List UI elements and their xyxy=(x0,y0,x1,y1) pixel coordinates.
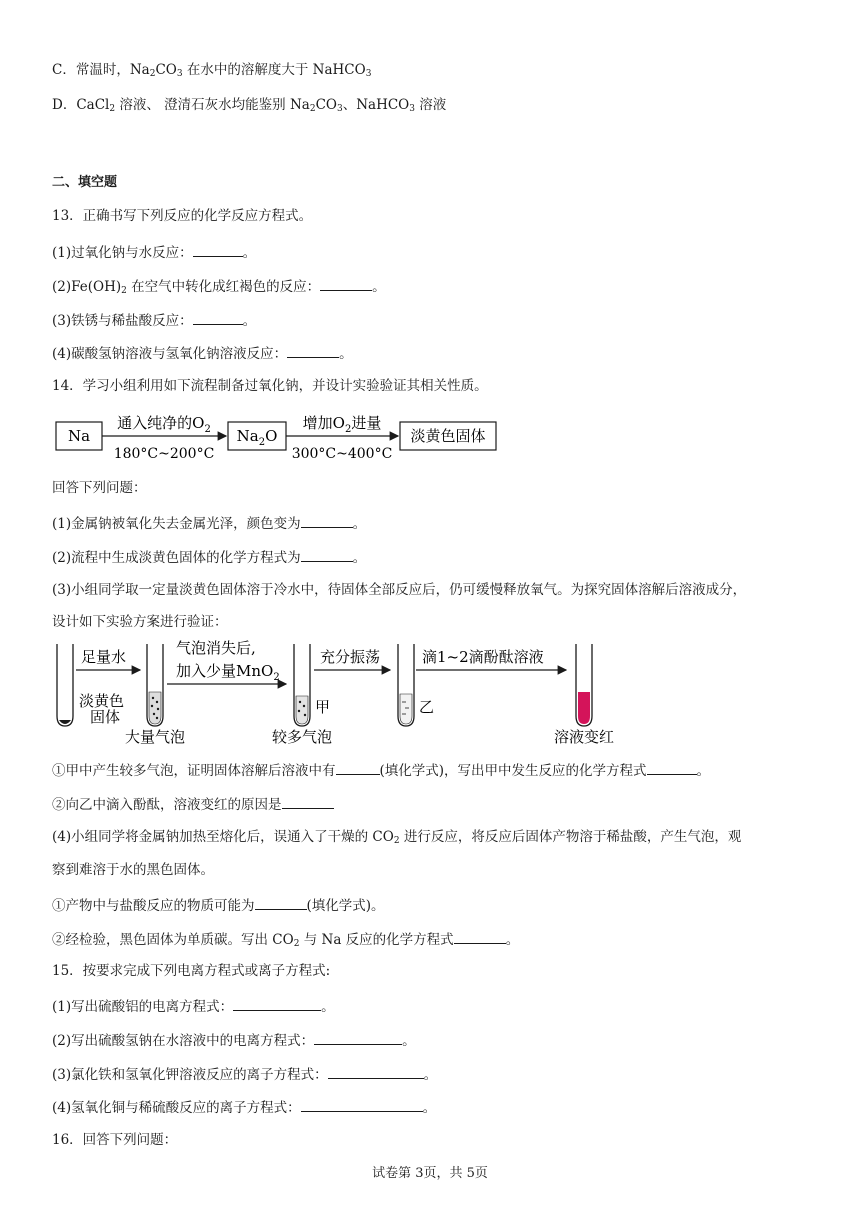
q14-answer-prompt: 回答下列问题： xyxy=(52,480,147,496)
section-title: 二、填空题 xyxy=(52,175,118,190)
label-solid-line2: 固体 xyxy=(90,708,121,726)
q15-part1: (1)写出硫酸铝的电离方程式： 。 xyxy=(52,996,335,1016)
red-solution xyxy=(578,692,590,724)
answer-blank[interactable] xyxy=(454,929,506,944)
step2-line2: 加入少量MnO$_2$ xyxy=(176,662,280,683)
step2-line1: 气泡消失后, xyxy=(176,639,256,657)
q14-stem: 14．学习小组利用如下流程制备过氧化钠，并设计实验验证其相关性质。 xyxy=(52,378,488,394)
answer-blank[interactable] xyxy=(336,760,380,775)
answer-blank[interactable] xyxy=(233,996,321,1011)
page-footer: 试卷第 3页，共 5页 xyxy=(372,1166,488,1181)
answer-blank[interactable] xyxy=(301,513,353,528)
step3-label: 充分振荡 xyxy=(320,648,381,666)
preparation-flow-diagram xyxy=(50,408,510,468)
step4-label: 滴1~2滴酚酞溶液 xyxy=(422,648,544,666)
test-tube-1 xyxy=(57,644,73,726)
answer-blank[interactable] xyxy=(314,1030,402,1045)
option-d: D．CaCl$_2$ 溶液、 澄清石灰水均能鉴别 $Na_2CO_3$、NaHCO$_3$ 溶液 xyxy=(52,97,447,114)
q13-part1: (1)过氧化钠与水反应： 。 xyxy=(52,242,256,262)
q15-part3: (3)氯化铁和氢氧化钾溶液反应的离子方程式： 。 xyxy=(52,1064,437,1084)
q14-part4-line2: 察到难溶于水的黑色固体。 xyxy=(52,862,214,878)
answer-blank[interactable] xyxy=(301,547,353,562)
q16-stem: 16．回答下列问题： xyxy=(52,1132,178,1148)
experiment-diagram xyxy=(50,636,640,750)
flow-arrow-2-bottom: 300°C~400°C xyxy=(291,446,393,462)
test-tube-yi xyxy=(398,644,414,726)
q13-part4: (4)碳酸氢钠溶液与氢氧化钠溶液反应： 。 xyxy=(52,343,353,363)
label-yi: 乙 xyxy=(419,698,435,716)
label-jia: 甲 xyxy=(315,698,331,716)
answer-blank[interactable] xyxy=(647,760,697,775)
q14-sub3: ①产物中与盐酸反应的物质可能为 (填化学式)。 xyxy=(52,895,385,915)
q13-stem: 13．正确书写下列反应的化学反应方程式。 xyxy=(52,208,313,224)
answer-blank[interactable] xyxy=(193,310,243,325)
answer-blank[interactable] xyxy=(282,794,334,809)
q14-part1: (1)金属钠被氧化失去金属光泽，颜色变为 。 xyxy=(52,513,366,533)
answer-blank[interactable] xyxy=(193,242,243,257)
test-tube-2 xyxy=(147,644,163,726)
q14-part3-line1: (3)小组同学取一定量淡黄色固体溶于冷水中，待固体全部反应后，仍可缓慢释放氧气。为探究固体溶解后溶液成分， xyxy=(52,582,747,598)
flow-box-na2o-label: $Na_2O$ xyxy=(236,427,278,448)
q15-part2: (2)写出硫酸氢钠在水溶液中的电离方程式： 。 xyxy=(52,1030,416,1050)
flow-box-product-label: 淡黄色固体 xyxy=(410,427,486,445)
q14-part2: (2)流程中生成淡黄色固体的化学方程式为 。 xyxy=(52,547,366,567)
caption-many-bubbles: 大量气泡 xyxy=(124,728,186,746)
q14-part3-line2: 设计如下实验方案进行验证： xyxy=(52,614,228,630)
q14-sub1: ①甲中产生较多气泡，证明固体溶解后溶液中有 (填化学式)，写出甲中发生反应的化学方程式 。 xyxy=(52,760,710,780)
flow-arrow-1-top: 通入纯净的$O_2$ xyxy=(117,414,211,435)
flow-arrow-2-top: 增加$O_2$进量 xyxy=(302,414,382,435)
caption-more-bubbles: 较多气泡 xyxy=(271,728,333,746)
test-tube-jia xyxy=(294,644,310,726)
caption-turns-red: 溶液变红 xyxy=(553,728,615,746)
answer-blank[interactable] xyxy=(255,895,307,910)
answer-blank[interactable] xyxy=(320,276,372,291)
q14-sub2: ②向乙中滴入酚酞，溶液变红的原因是 xyxy=(52,794,334,814)
q13-part3: (3)铁锈与稀盐酸反应： 。 xyxy=(52,310,256,330)
option-c: C．常温时，$Na_2CO_3$ 在水中的溶解度大于 NaHCO$_3$ xyxy=(52,62,372,79)
label-water: 足量水 xyxy=(81,648,127,666)
answer-blank[interactable] xyxy=(328,1064,424,1079)
answer-blank[interactable] xyxy=(287,343,339,358)
answer-blank[interactable] xyxy=(301,1097,423,1112)
test-tube-red xyxy=(576,644,592,726)
flow-arrow-1-bottom: 180°C~200°C xyxy=(113,446,215,462)
flow-box-na-label: Na xyxy=(67,427,91,445)
q14-sub4: ②经检验，黑色固体为单质碳。写出 $CO_2$ 与 Na 反应的化学方程式 。 xyxy=(52,929,519,949)
q14-part4-line1: (4)小组同学将金属钠加热至熔化后，误通入了干燥的 $CO_2$ 进行反应，将反应后固体产物溶于稀盐酸，产生气泡，观 xyxy=(52,829,742,846)
q13-part2: $(2)Fe(OH)_2$ 在空气中转化成红褐色的反应： 。 xyxy=(52,276,386,296)
q15-stem: 15．按要求完成下列电离方程式或离子方程式: xyxy=(52,963,331,979)
q15-part4: (4)氢氧化铜与稀硫酸反应的离子方程式： 。 xyxy=(52,1097,436,1117)
label-solid-line1: 淡黄色 xyxy=(79,692,125,710)
